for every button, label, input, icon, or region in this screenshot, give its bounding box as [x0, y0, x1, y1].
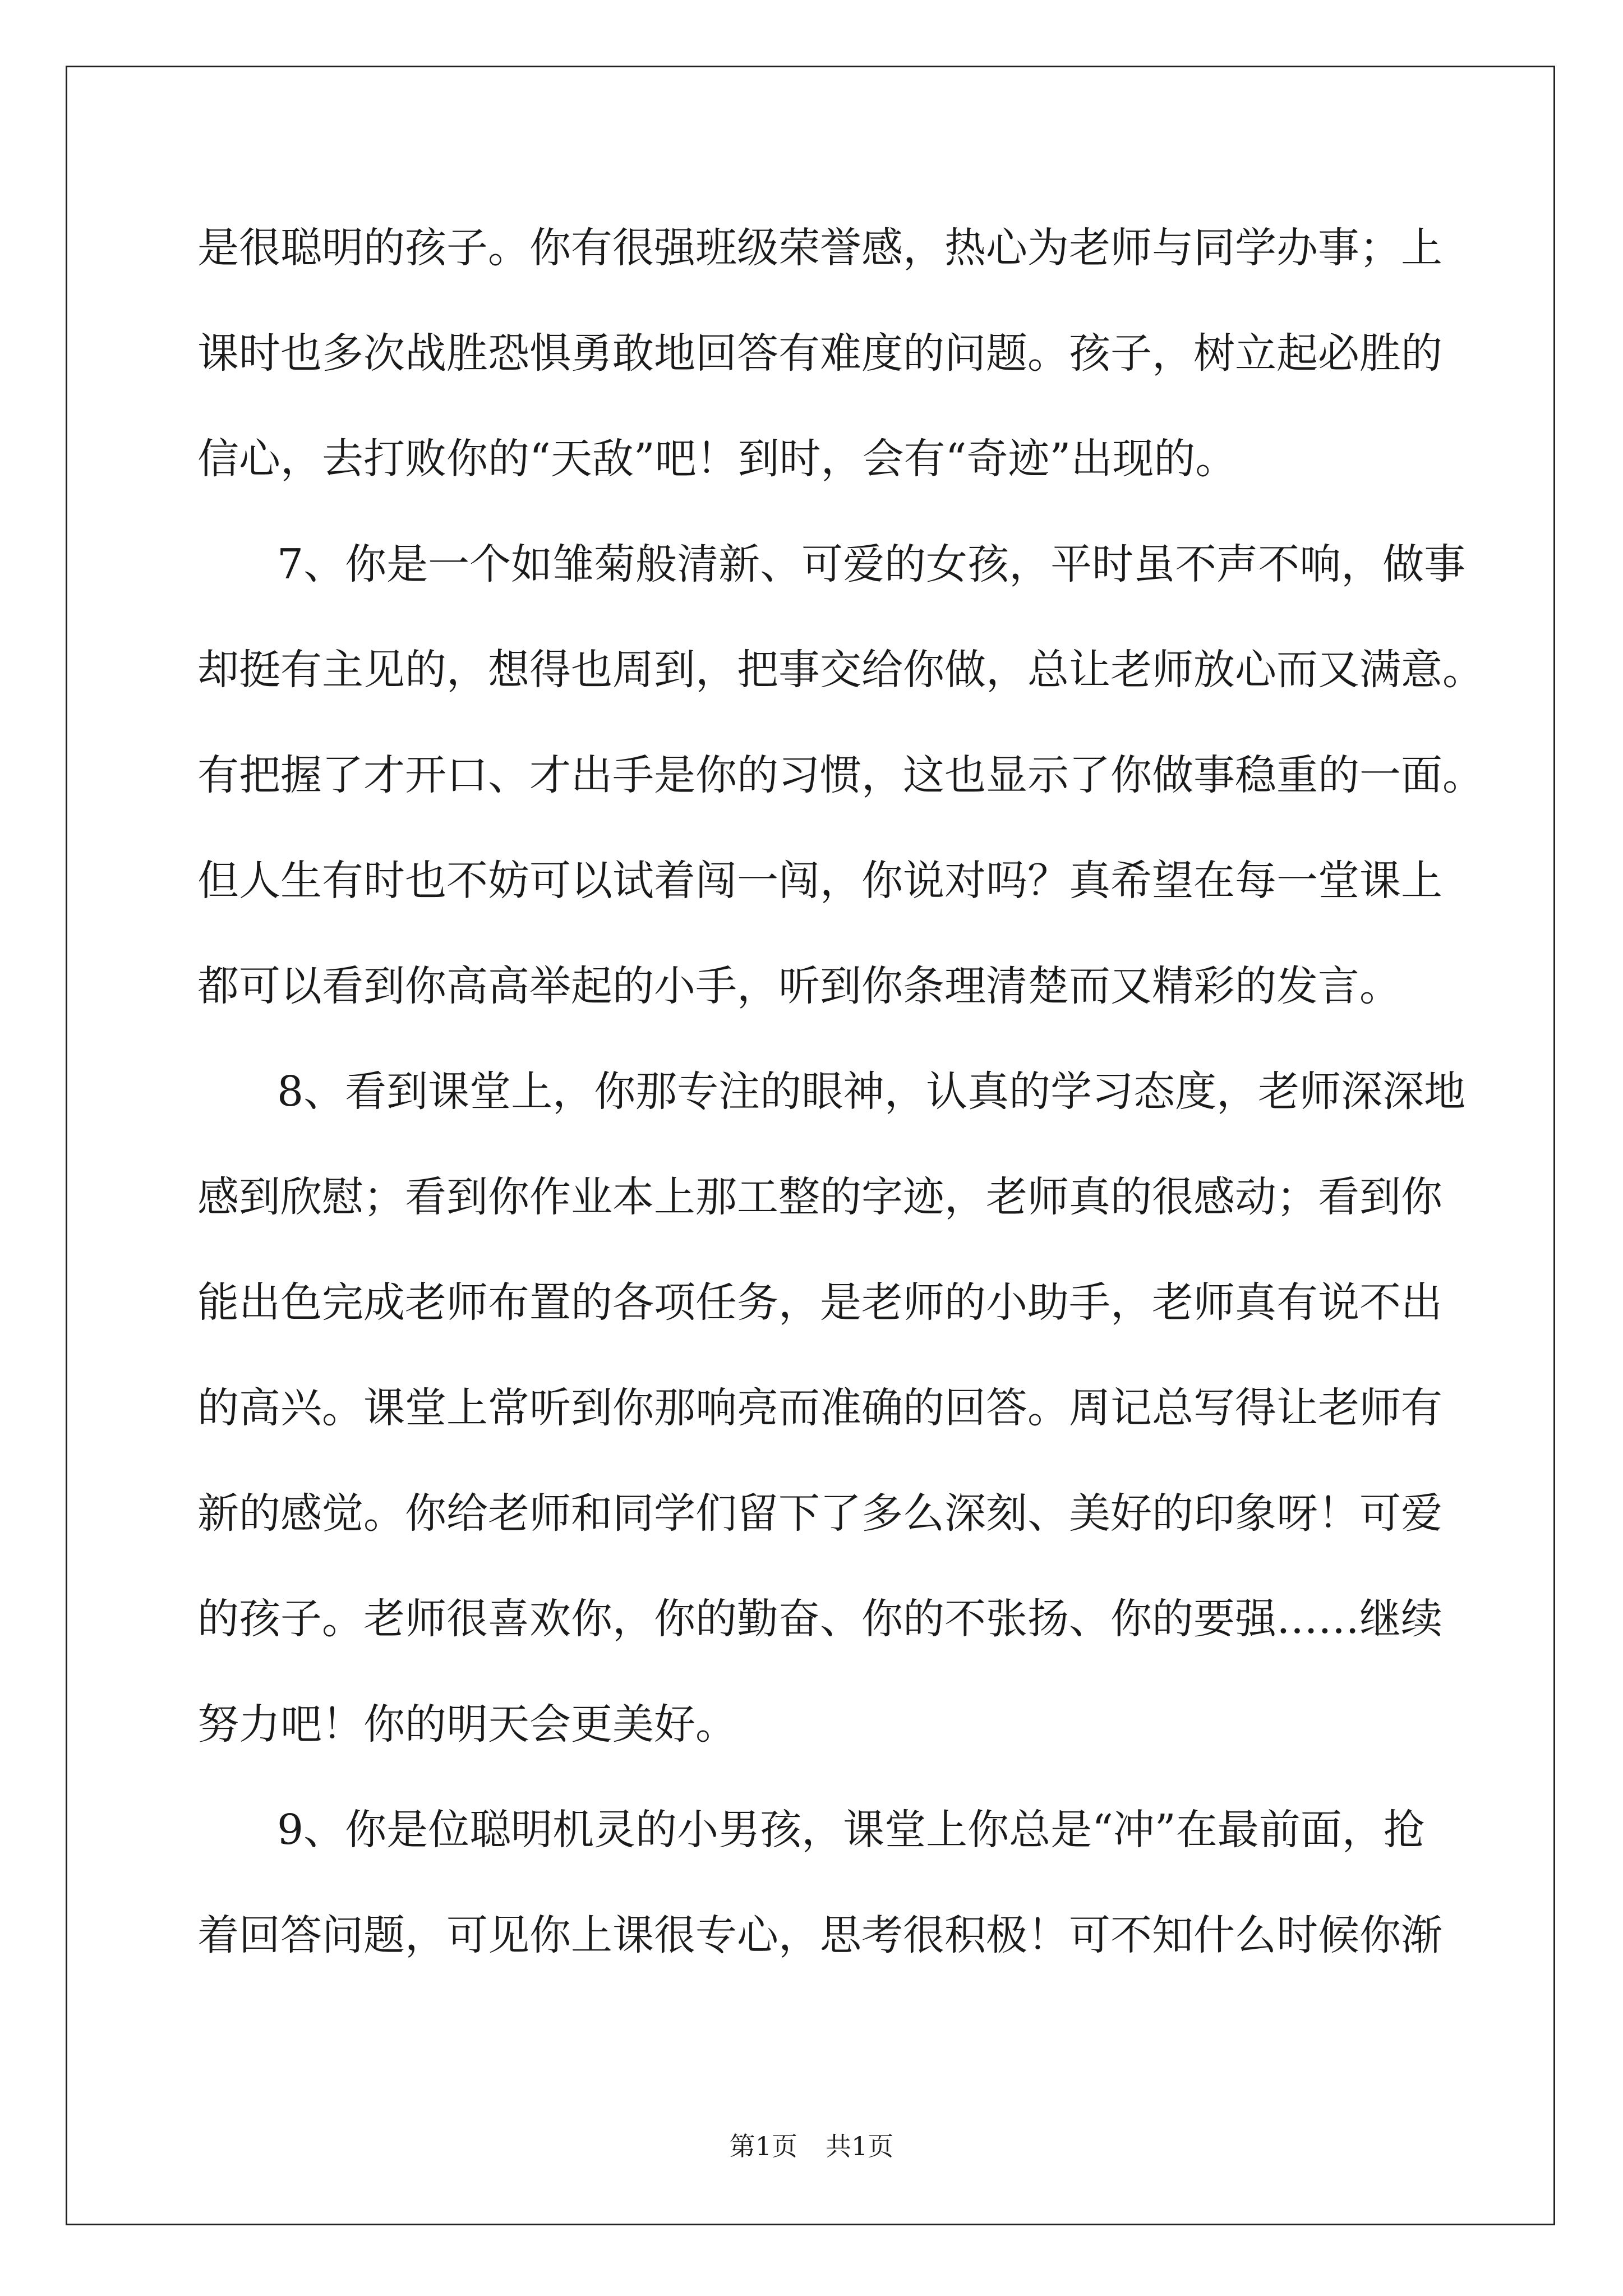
text-line-13: 新的感觉。你给老师和同学们留下了多么深刻、美好的印象呀！可爱	[197, 1489, 1442, 1538]
text-line-9: 8、看到课堂上，你那专注的眼神，认真的学习态度，老师深深地	[277, 1068, 1466, 1116]
text-line-5: 却挺有主见的，想得也周到，把事交给你做，总让老师放心而又满意。	[197, 646, 1484, 694]
text-line-4: 7、你是一个如雏菊般清新、可爱的女孩，平时虽不声不响，做事	[277, 540, 1466, 588]
text-line-11: 能出色完成老师布置的各项任务，是老师的小助手，老师真有说不出	[197, 1278, 1442, 1327]
text-line-8: 都可以看到你高高举起的小手，听到你条理清楚而又精彩的发言。	[197, 962, 1401, 1010]
text-line-2: 课时也多次战胜恐惧勇敢地回答有难度的问题。孩子，树立起必胜的	[197, 329, 1442, 378]
text-line-17: 着回答问题，可见你上课很专心，思考很积极！可不知什么时候你渐	[197, 1911, 1442, 1959]
text-line-1: 是很聪明的孩子。你有很强班级荣誉感，热心为老师与同学办事；上	[197, 224, 1442, 272]
text-line-6: 有把握了才开口、才出手是你的习惯，这也显示了你做事稳重的一面。	[197, 751, 1484, 799]
page-number-total: 共1页	[826, 2131, 894, 2161]
text-line-7: 但人生有时也不妨可以试着闯一闯，你说对吗？真希望在每一堂课上	[197, 857, 1442, 905]
page-number-current: 第1页	[729, 2131, 797, 2161]
document-body	[197, 220, 1484, 2013]
text-line-3: 信心，去打败你的“天敌”吧！到时，会有“奇迹”出现的。	[197, 435, 1237, 483]
text-line-15: 努力吧！你的明天会更美好。	[197, 1700, 737, 1749]
text-line-16: 9、你是位聪明机灵的小男孩，课堂上你总是“冲”在最前面，抢	[277, 1806, 1425, 1854]
text-line-14: 的孩子。老师很喜欢你，你的勤奋、你的不张扬、你的要强……继续	[197, 1595, 1442, 1643]
text-line-10: 感到欣慰；看到你作业本上那工整的字迹，老师真的很感动；看到你	[197, 1173, 1442, 1221]
text-line-12: 的高兴。课堂上常听到你那响亮而准确的回答。周记总写得让老师有	[197, 1384, 1442, 1432]
page-footer	[0, 2129, 1623, 2163]
